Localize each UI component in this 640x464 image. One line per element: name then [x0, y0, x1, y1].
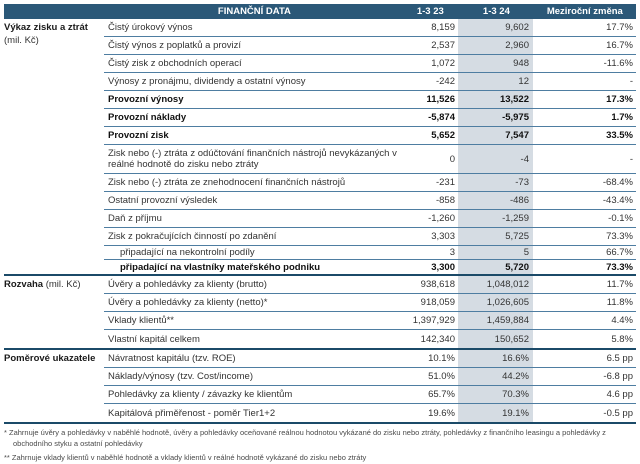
section-label-ratios [4, 350, 104, 422]
row-label: Vklady klientů** [108, 315, 175, 326]
value-change: - [629, 76, 633, 87]
footnote-1: * Zahrnuje úvěry a pohledávky v naběhlé hodnotě, úvěry a pohledávky oceňované reálnou hodnotou vykázané do zisku nebo ztráty, pohledávky z finančního leasingu a pohledávky z obchodního styku a ostatní pohledávky [4, 428, 606, 448]
table-row [104, 55, 636, 73]
row-label: Provozní náklady [108, 112, 187, 123]
financial-data-table [4, 4, 636, 424]
row-label: Pohledávky za klienty / závazky ke klientům [108, 389, 293, 400]
section-rows-ratios [104, 350, 636, 422]
value-period-1: 5,652 [431, 130, 455, 141]
table-row [104, 174, 636, 192]
section-title: Výkaz zisku a ztrát [4, 22, 88, 33]
value-change: -6.8 pp [603, 371, 633, 382]
section-title: Poměrové ukazatele [4, 353, 96, 364]
table-row [104, 19, 636, 37]
table-row [104, 386, 636, 404]
table-row [104, 260, 636, 274]
value-period-2: 70.3% [458, 386, 533, 403]
value-period-2: 1,026,605 [458, 294, 533, 311]
value-change: 6.5 pp [606, 353, 633, 364]
table-row [104, 350, 636, 368]
row-label: Vlastní kapitál celkem [108, 333, 200, 345]
value-change: 17.3% [606, 94, 633, 105]
value-period-1: 10.1% [428, 353, 455, 364]
table-header-row [4, 4, 636, 19]
table-row [104, 73, 636, 91]
value-change: 4.4% [611, 315, 633, 326]
value-period-2: 44.2% [458, 368, 533, 385]
value-period-1: 11,526 [426, 94, 455, 105]
value-period-2: 9,602 [458, 19, 533, 36]
column-header-period-2: 1-3 24 [482, 6, 510, 17]
table-row [104, 312, 636, 330]
value-change: 11.8% [606, 297, 633, 308]
value-period-2: -4 [458, 145, 533, 173]
value-period-2: 5,720 [458, 260, 533, 274]
value-period-1: -242 [435, 76, 455, 87]
value-change: 66.7% [606, 247, 633, 258]
row-label: připadající na vlastníky mateřského podniku [120, 261, 321, 273]
section-income-statement [4, 19, 636, 276]
value-period-1: -5,874 [428, 112, 455, 123]
column-header-period-1: 1-3 23 [416, 6, 444, 17]
value-period-1: 142,340 [420, 333, 455, 345]
value-period-2: 19.1% [458, 404, 533, 422]
value-change: 33.5% [606, 130, 633, 141]
table-row [104, 109, 636, 127]
value-change: -43.4% [602, 195, 633, 206]
value-period-1: -1,260 [428, 213, 455, 224]
section-balance-sheet [4, 276, 636, 350]
value-period-2: 7,547 [458, 127, 533, 144]
footnotes [4, 428, 636, 464]
value-period-1: -858 [435, 195, 455, 206]
table-row [104, 192, 636, 210]
value-period-1: 1,397,929 [412, 315, 455, 326]
section-ratios [4, 350, 636, 424]
value-period-1: 3 [449, 247, 455, 258]
value-change: 4.6 pp [606, 389, 633, 400]
table-row [104, 276, 636, 294]
value-period-1: 65.7% [428, 389, 455, 400]
value-period-1: 8,159 [431, 22, 455, 33]
row-label: připadající na nekontrolní podíly [120, 247, 255, 258]
table-row [104, 37, 636, 55]
row-label: Čistý úrokový výnos [108, 22, 193, 33]
table-row [104, 368, 636, 386]
value-change: 17.7% [606, 22, 633, 33]
row-label: Zisk nebo (-) ztráta ze znehodnocení finančních nástrojů [108, 177, 346, 188]
value-period-2: -73 [458, 174, 533, 191]
table-row [104, 145, 636, 174]
value-period-2: 1,459,884 [458, 312, 533, 329]
value-change: 1.7% [611, 112, 633, 123]
value-change: 73.3% [606, 261, 633, 273]
value-period-1: 918,059 [420, 297, 455, 308]
value-period-1: 51.0% [428, 371, 455, 382]
value-period-1: 3,300 [431, 261, 455, 273]
table-row [104, 404, 636, 422]
row-label: Návratnost kapitálu (tzv. ROE) [108, 353, 236, 364]
value-period-2: 1,048,012 [458, 276, 533, 293]
table-row [104, 91, 636, 109]
value-period-2: -1,259 [458, 210, 533, 227]
row-label: Kapitálová přiměřenost - poměr Tier1+2 [108, 407, 276, 419]
column-header-change: Meziroční změna [546, 6, 623, 17]
table-row [104, 210, 636, 228]
row-label: Výnosy z pronájmu, dividendy a ostatní výnosy [108, 76, 306, 87]
table-title: FINANČNÍ DATA [217, 6, 291, 17]
value-period-1: 3,303 [431, 231, 455, 242]
value-change: 5.8% [611, 333, 633, 345]
value-period-2: 12 [458, 73, 533, 90]
table-row [104, 127, 636, 145]
table-row [104, 294, 636, 312]
table-row [104, 228, 636, 246]
value-period-2: 150,652 [458, 330, 533, 348]
value-period-2: -5,975 [458, 109, 533, 126]
value-change: 73.3% [606, 231, 633, 242]
table-row [104, 330, 636, 348]
value-period-2: 5,725 [458, 228, 533, 245]
value-period-2: 5 [458, 246, 533, 259]
value-change: -11.6% [603, 58, 633, 69]
value-change: 16.7% [606, 40, 633, 51]
value-change: -0.5 pp [603, 407, 633, 419]
value-period-2: 16.6% [458, 350, 533, 367]
section-rows-income-statement [104, 19, 636, 274]
row-label: Náklady/výnosy (tzv. Cost/income) [108, 371, 254, 382]
value-change: - [629, 153, 633, 165]
value-period-2: 2,960 [458, 37, 533, 54]
section-title: Rozvaha [4, 279, 44, 290]
value-period-1: 19.6% [428, 407, 455, 419]
row-label: Čistý výnos z poplatků a provizí [108, 40, 242, 51]
row-label: Provozní zisk [108, 130, 169, 141]
row-label: Ostatní provozní výsledek [108, 195, 218, 206]
row-label: Čistý zisk z obchodních operací [108, 58, 242, 69]
footnote-2: ** Zahrnuje vklady klientů v naběhlé hodnotě a vklady klientů v reálné hodnotě vykázané do zisku nebo ztráty [4, 452, 367, 462]
value-period-1: -231 [435, 177, 455, 188]
value-period-1: 1,072 [431, 58, 455, 69]
table-row [104, 246, 636, 260]
section-subtitle: (mil. Kč) [4, 34, 39, 46]
value-period-1: 0 [449, 153, 455, 165]
section-rows-balance-sheet [104, 276, 636, 348]
header-spacer [4, 4, 107, 19]
row-label: Zisk nebo (-) ztráta z odúčtování finančních nástrojů nevykázaných v reálné hodnotě do zisku nebo ztráty [108, 147, 397, 170]
value-period-2: 948 [458, 55, 533, 72]
value-period-2: 13,522 [458, 91, 533, 108]
value-period-2: -486 [458, 192, 533, 209]
section-label-balance-sheet [4, 276, 104, 348]
value-change: 11.7% [606, 279, 633, 290]
section-label-income-statement [4, 19, 104, 274]
value-change: -68.4% [602, 177, 633, 188]
row-label: Daň z příjmu [108, 213, 162, 224]
section-subtitle: (mil. Kč) [43, 279, 81, 290]
row-label: Zisk z pokračujících činností po zdanění [108, 231, 277, 242]
value-change: -0.1% [608, 213, 633, 224]
row-label: Úvěry a pohledávky za klienty (netto)* [108, 297, 268, 308]
row-label: Úvěry a pohledávky za klienty (brutto) [108, 279, 267, 290]
row-label: Provozní výnosy [108, 94, 184, 105]
value-period-1: 2,537 [431, 40, 455, 51]
value-period-1: 938,618 [420, 279, 455, 290]
